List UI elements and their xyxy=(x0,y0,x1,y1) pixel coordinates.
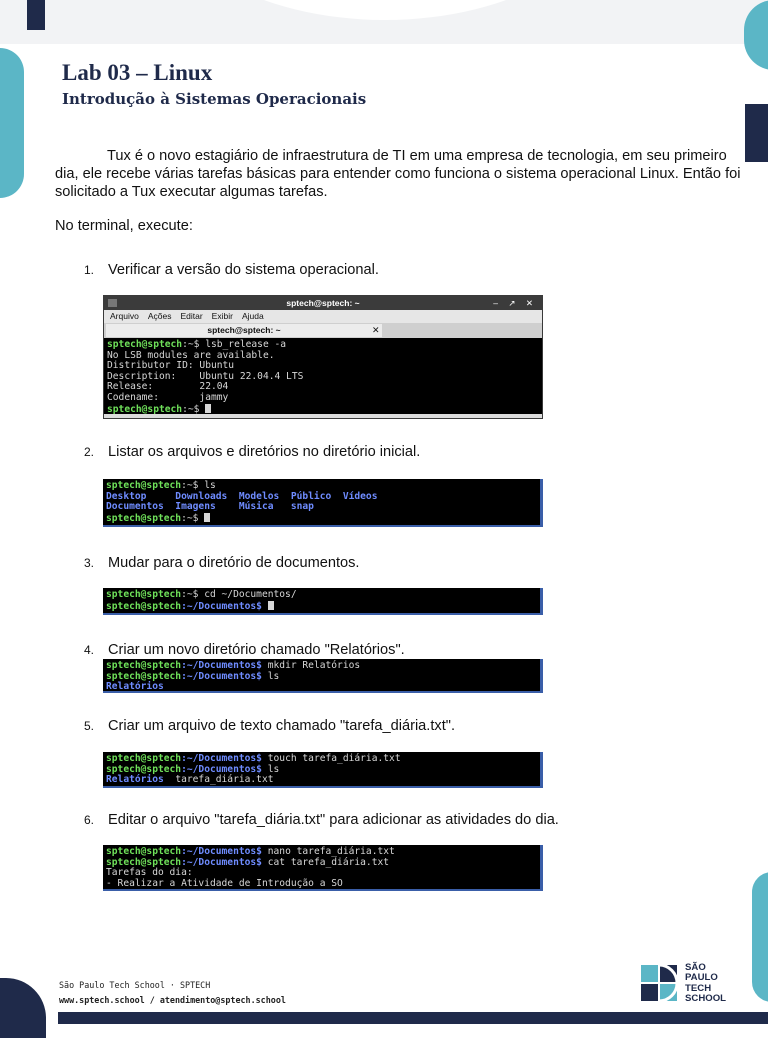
step-number: 6. xyxy=(84,813,95,827)
footer-school-name: São Paulo Tech School · SPTECH xyxy=(59,980,211,990)
terminal-output-2 xyxy=(103,479,543,527)
prompt-user: sptech@sptech xyxy=(106,670,182,682)
step-number: 4. xyxy=(84,643,95,657)
terminal-output-1 xyxy=(104,338,542,414)
prompt-path: :~/Documentos$ xyxy=(181,660,262,671)
sptech-logo-icon xyxy=(639,963,679,1003)
prompt-user: sptech@sptech xyxy=(107,339,183,350)
file-listing: tarefa_diária.txt xyxy=(163,774,274,786)
step-number: 5. xyxy=(84,719,95,733)
menu-ajuda[interactable]: Ajuda xyxy=(241,311,264,321)
prompt-user: sptech@sptech xyxy=(107,403,183,414)
prompt-path: :~$ xyxy=(182,339,200,350)
step-text: Criar um novo diretório chamado "Relatórios". xyxy=(108,642,405,658)
step-text: Criar um arquivo de texto chamado "tarefa_diária.txt". xyxy=(108,718,455,734)
step-text: Editar o arquivo "tarefa_diária.txt" para adicionar as atividades do dia. xyxy=(108,812,559,828)
page-title: Lab 03 – Linux xyxy=(62,60,213,85)
directory-listing: Documentos Imagens Música snap xyxy=(106,501,314,513)
logo-line: TECH xyxy=(685,982,712,994)
terminal-output-3 xyxy=(103,588,543,615)
prompt-path: :~/Documentos$ xyxy=(181,856,262,868)
logo-line: PAULO xyxy=(685,972,718,984)
command-text: ls xyxy=(261,763,280,775)
output-line: Release: 22.04 xyxy=(107,381,229,393)
prompt-user: sptech@sptech xyxy=(106,600,182,612)
terminal-output-4 xyxy=(103,659,543,693)
command-text: nano tarefa_diária.txt xyxy=(261,846,395,857)
output-line: Distributor ID: Ubuntu xyxy=(107,360,235,372)
window-tabbar xyxy=(104,323,542,338)
cursor xyxy=(268,601,274,610)
prompt-user: sptech@sptech xyxy=(106,512,182,524)
prompt-user: sptech@sptech xyxy=(106,846,182,857)
prompt-path: :~/Documentos$ xyxy=(181,600,262,612)
prompt-user: sptech@sptech xyxy=(106,589,182,600)
prompt-user: sptech@sptech xyxy=(106,660,182,671)
navy-bottom-bar xyxy=(58,1012,768,1024)
terminal-window xyxy=(103,295,543,419)
window-title: sptech@sptech: ~ xyxy=(286,298,360,308)
command-text: ls xyxy=(198,480,216,491)
directory-listing: Relatórios xyxy=(106,681,164,693)
prompt-path: :~/Documentos$ xyxy=(181,763,262,775)
step-5 xyxy=(84,718,455,734)
menu-acoes[interactable]: Ações xyxy=(147,311,172,321)
terminal-tab[interactable] xyxy=(106,324,382,337)
menu-exibir[interactable]: Exibir xyxy=(211,311,233,321)
prompt-path: :~$ xyxy=(181,480,199,491)
navy-accent-right xyxy=(745,104,768,162)
prompt-user: sptech@sptech xyxy=(106,856,182,868)
teal-accent-left xyxy=(0,48,24,198)
footer-contact: www.sptech.school / atendimento@sptech.school xyxy=(59,995,286,1005)
tab-close-icon[interactable]: ✕ xyxy=(372,325,380,335)
step-text: Listar os arquivos e diretórios no diretório inicial. xyxy=(108,444,421,460)
command-text: lsb_release -a xyxy=(199,339,287,350)
logo-line: SCHOOL xyxy=(685,992,727,1004)
step-text: Mudar para o diretório de documentos. xyxy=(108,555,360,571)
output-line: Codename: jammy xyxy=(107,391,229,403)
cursor xyxy=(204,513,210,522)
step-number: 3. xyxy=(84,556,95,570)
output-line: No LSB modules are available. xyxy=(107,349,275,361)
intro-text: Tux é o novo estagiário de infraestrutura de TI em uma empresa de tecnologia, em seu primeiro dia, ele recebe várias tarefas básicas para entender como funciona o sistema operacional Linux. Então foi solicitado a Tux executar algumas tarefas. xyxy=(55,148,741,200)
prompt-path: :~/Documentos$ xyxy=(181,670,262,682)
command-text: cat tarefa_diária.txt xyxy=(261,856,390,868)
page-subtitle: Introdução à Sistemas Operacionais xyxy=(62,90,367,108)
prompt-user: sptech@sptech xyxy=(106,480,182,491)
window-menubar xyxy=(104,310,542,323)
command-text: touch tarefa_diária.txt xyxy=(261,753,401,764)
navy-accent-bottom-left xyxy=(0,978,46,1038)
terminal-output-6 xyxy=(103,845,543,891)
sptech-logo-text xyxy=(685,963,726,1004)
prompt-path: :~$ xyxy=(181,512,199,524)
step-6 xyxy=(84,812,559,828)
step-1 xyxy=(84,262,379,278)
step-3 xyxy=(84,555,359,571)
step-text: Verificar a versão do sistema operacional. xyxy=(108,262,379,278)
teal-accent-bottom-right xyxy=(752,872,768,1002)
prompt-path: :~$ xyxy=(182,403,200,414)
prompt-path: :~$ xyxy=(181,589,199,600)
step-number: 1. xyxy=(84,263,95,277)
cursor xyxy=(205,404,211,413)
output-line: - Realizar a Atividade de Introdução a SO xyxy=(106,877,343,889)
window-titlebar xyxy=(104,296,542,310)
directory-listing: Relatórios xyxy=(106,774,164,786)
command-text: mkdir Relatórios xyxy=(261,660,361,671)
command-text: cd ~/Documentos/ xyxy=(198,589,297,600)
logo-line: SÃO xyxy=(685,962,706,973)
prompt-path: :~/Documentos$ xyxy=(181,846,262,857)
step-4 xyxy=(84,642,405,658)
output-line: Description: Ubuntu 22.04.4 LTS xyxy=(107,370,304,382)
instruction-text: No terminal, execute: xyxy=(55,218,193,234)
prompt-user: sptech@sptech xyxy=(106,753,182,764)
intro-paragraph xyxy=(55,147,745,201)
prompt-user: sptech@sptech xyxy=(106,763,182,775)
step-number: 2. xyxy=(84,445,95,459)
menu-editar[interactable]: Editar xyxy=(180,311,203,321)
window-controls[interactable]: – ↗ ✕ xyxy=(493,298,537,308)
prompt-path: :~/Documentos$ xyxy=(181,753,262,764)
step-2 xyxy=(84,444,420,460)
navy-accent-top-left xyxy=(27,0,45,30)
tab-label: sptech@sptech: ~ xyxy=(207,325,281,335)
menu-arquivo[interactable]: Arquivo xyxy=(110,311,139,321)
output-line: Tarefas do dia: xyxy=(106,867,193,879)
command-text: ls xyxy=(261,670,280,682)
directory-listing: Desktop Downloads Modelos Público Vídeos xyxy=(106,490,378,502)
terminal-output-5 xyxy=(103,752,543,788)
